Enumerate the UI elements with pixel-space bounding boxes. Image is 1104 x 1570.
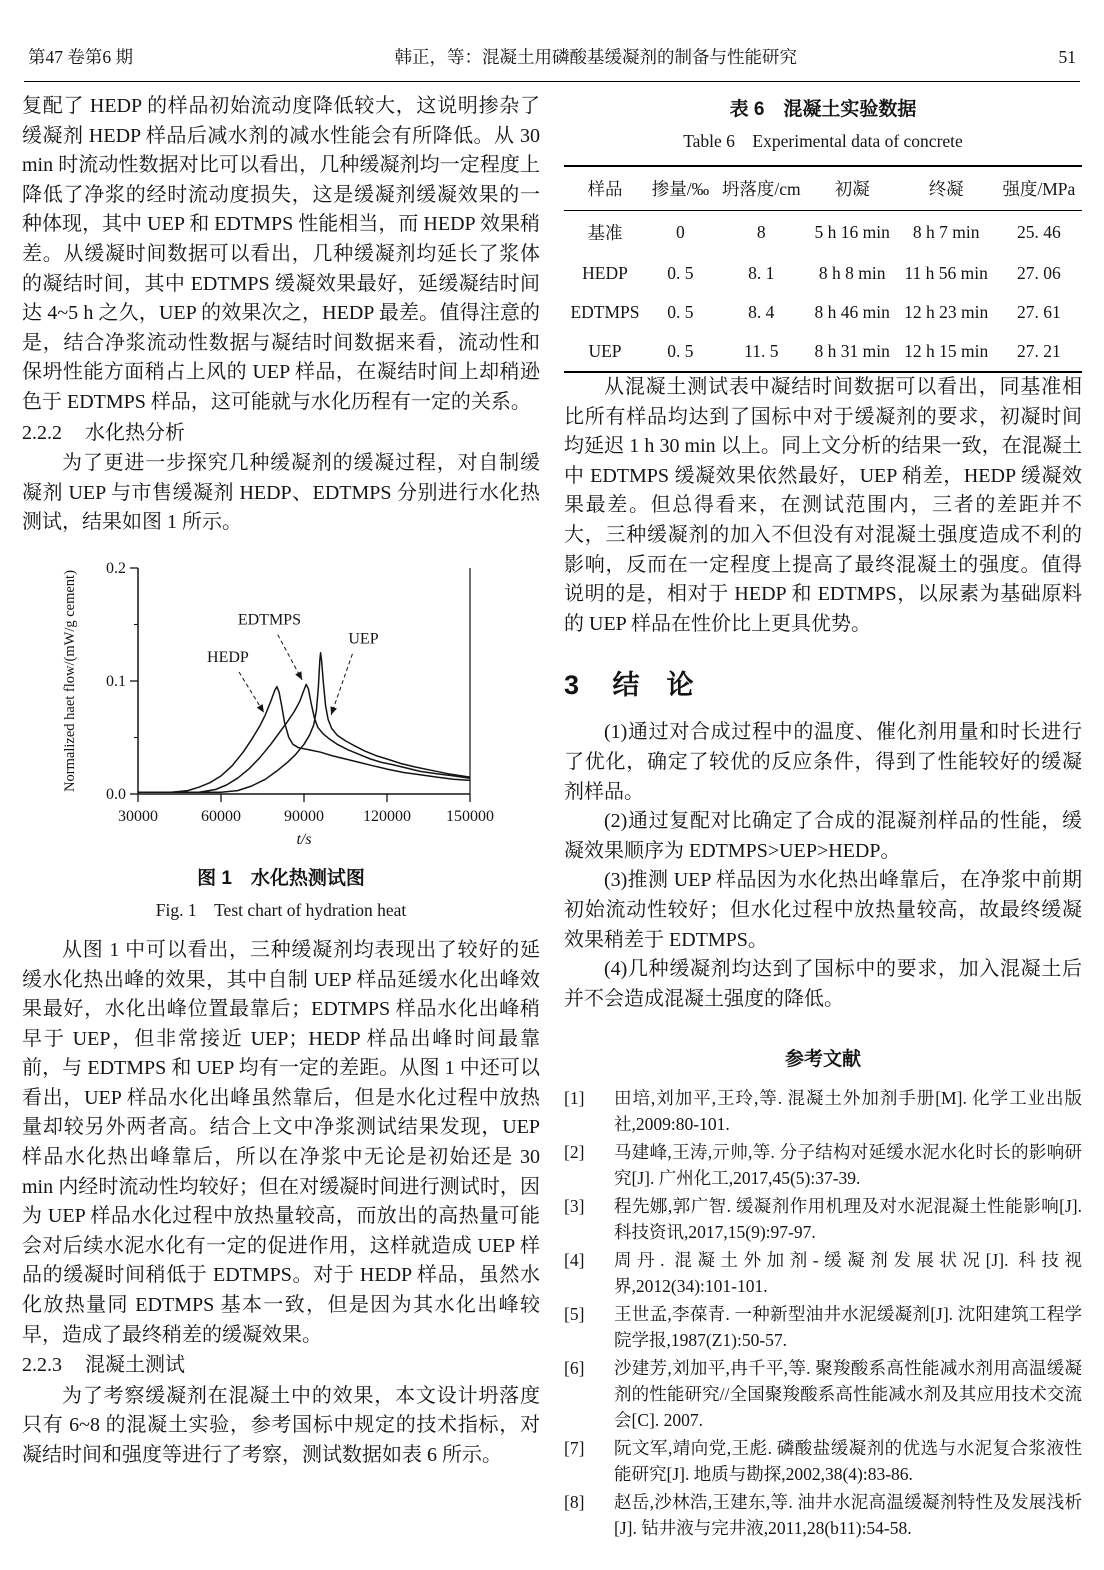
section-number: 2.2.3 (22, 1354, 62, 1377)
cell: 8 h 7 min (912, 222, 980, 242)
figure-1-caption (22, 863, 540, 922)
cell: 27. 06 (1016, 263, 1061, 283)
table-6 (564, 165, 1082, 373)
cell: 5 h 16 min (814, 222, 890, 242)
cell: 0. 5 (667, 341, 694, 361)
col-header: 初凝 (834, 179, 870, 199)
section-number: 2.2.2 (22, 421, 62, 444)
running-title: 韩正，等：混凝土用磷酸基缓凝剂的制备与性能研究 (394, 47, 797, 67)
journal-issue: 第47 卷第6 期 (28, 47, 133, 67)
cell: HEDP (582, 263, 628, 283)
reference-item (564, 1489, 1082, 1541)
svg-text:150000: 150000 (446, 807, 494, 825)
reference-item (564, 1355, 1082, 1433)
section-heading-2-2-2 (22, 419, 540, 449)
cell: 12 h 23 min (904, 302, 989, 322)
reference-item (564, 1085, 1082, 1137)
cell: 11 h 56 min (904, 263, 988, 283)
svg-text:UEP: UEP (348, 630, 379, 648)
svg-text:Normalized haet flow/(mW/g cem: Normalized haet flow/(mW/g cement) (62, 569, 78, 792)
cell: 27. 61 (1016, 302, 1061, 322)
figure-1 (22, 546, 540, 922)
section-title: 混凝土测试 (85, 1354, 185, 1377)
cell: EDTMPS (570, 302, 640, 322)
reference-text: 程先娜,郭广智. 缓凝剂作用机理及对水泥混凝土性能影响[J]. 科技资讯,2017,15(9):97-97. (614, 1196, 1082, 1243)
section-heading-2-2-3 (22, 1351, 540, 1381)
cell: 8 h 46 min (814, 302, 890, 322)
reference-text: 赵岳,沙林浩,王建东,等. 油井水泥高温缓凝剂特性及发展浅析[J]. 钻井液与完井液,2011,28(b11):54-58. (614, 1492, 1082, 1539)
col-header: 样品 (587, 179, 623, 199)
table-header-row (564, 166, 1082, 211)
cell: 12 h 15 min (904, 341, 989, 361)
conclusion-number: 3 (564, 670, 580, 701)
table-caption-zh: 表 6 混凝土实验数据 (729, 99, 917, 120)
left-column (22, 92, 540, 1543)
svg-text:EDTMPS: EDTMPS (237, 611, 301, 629)
conclusion-item-1: (1)通过对合成过程中的温度、催化剂用量和时长进行了优化，确定了较优的反应条件，得到了性能较好的缓凝剂样品。 (564, 721, 1082, 803)
hydration-heat-chart (58, 546, 504, 848)
figure-caption-zh: 图 1 水化热测试图 (197, 867, 365, 889)
cell: 8. 1 (748, 263, 775, 283)
cell: 8 h 31 min (814, 341, 890, 361)
cell: 8 (756, 222, 766, 242)
section-title: 水化热分析 (85, 421, 185, 444)
cell: 基准 (587, 223, 623, 243)
svg-text:0.1: 0.1 (106, 672, 126, 690)
cell: UEP (588, 341, 622, 361)
conclusion-item-4: (4)几种缓凝剂均达到了国标中的要求，加入混凝土后并不会造成混凝土强度的降低。 (564, 958, 1082, 1010)
reference-label: [4] (564, 1250, 585, 1271)
reference-item (564, 1435, 1082, 1487)
figure-caption-en: Fig. 1 Test chart of hydration heat (155, 899, 407, 920)
reference-list (564, 1085, 1082, 1541)
reference-item (564, 1193, 1082, 1245)
conclusion-title: 结 论 (612, 670, 694, 701)
conclusion-heading (564, 663, 1082, 702)
table-row (564, 293, 1082, 332)
reference-text: 马建峰,王涛,亓帅,等. 分子结构对延缓水泥水化时长的影响研究[J]. 广州化工,2017,45(5):37-39. (614, 1142, 1082, 1189)
svg-text:60000: 60000 (201, 807, 241, 825)
conclusion-item-2: (2)通过复配对比确定了合成的混凝剂样品的性能，缓凝效果顺序为 EDTMPS>UEP>HEDP。 (564, 810, 1082, 862)
conclusion-item-3: (3)推测 UEP 样品因为水化热出峰靠后，在净浆中前期初始流动性较好；但水化过程中放热量较高，故最终缓凝效果稍差于 EDTMPS。 (564, 869, 1082, 951)
svg-text:0.2: 0.2 (106, 559, 126, 577)
col-header: 坍落度/cm (721, 179, 801, 199)
reference-label: [1] (564, 1088, 585, 1109)
paragraph-table-discussion: 从混凝土测试表中凝结时间数据可以看出，同基准相比所有样品均达到了国标中对于缓凝剂的要求，初凝时间均延迟 1 h 30 min 以上。同上文分析的结果一致，在混凝土中 EDTMPS 缓凝效果依然最好，UEP 稍差，HEDP 缓凝效果最差。但总得看来，在测试范围内，三者的差距并不大，三种缓凝剂的加入不但没有对混凝土强度造成不利的影响，反而在一定程度上提高了最终混凝土的强度。值得说明的是，相对于 HEDP 和 EDTMPS，以尿素为基础原料的 UEP 样品在性价比上更具优势。 (564, 376, 1082, 635)
cell: 8 h 8 min (818, 263, 886, 283)
svg-text:120000: 120000 (363, 807, 411, 825)
paragraph-concrete-test-intro: 为了考察缓凝剂在混凝土中的效果，本文设计坍落度只有 6~8 的混凝土实验，参考国标中规定的技术指标，对凝结时间和强度等进行了考察，测试数据如表 6 所示。 (22, 1384, 540, 1466)
paragraph-hydration-intro: 为了更进一步探究几种缓凝剂的缓凝过程，对自制缓凝剂 UEP 与市售缓凝剂 HEDP、EDTMPS 分别进行水化热测试，结果如图 1 所示。 (22, 452, 540, 534)
table-row (564, 254, 1082, 293)
cell: 0. 5 (667, 263, 694, 283)
reference-label: [5] (564, 1304, 585, 1325)
two-column-body (0, 82, 1104, 1543)
reference-label: [3] (564, 1196, 585, 1217)
cell: 27. 21 (1016, 341, 1061, 361)
col-header: 终凝 (928, 179, 964, 199)
col-header: 强度/MPa (1002, 179, 1076, 199)
reference-text: 王世孟,李葆青. 一种新型油井水泥缓凝剂[J]. 沈阳建筑工程学院学报,1987(Z1):50-57. (614, 1304, 1082, 1351)
reference-text: 沙建芳,刘加平,冉千平,等. 聚羧酸系高性能减水剂用高温缓凝剂的性能研究//全国聚羧酸系高性能减水剂及其应用技术交流会[C]. 2007. (614, 1358, 1082, 1431)
cell: 11. 5 (744, 341, 779, 361)
reference-text: 周丹. 混凝土外加剂-缓凝剂发展状况[J]. 科技视界,2012(34):101-101. (614, 1250, 1082, 1297)
reference-label: [6] (564, 1358, 585, 1379)
svg-text:30000: 30000 (118, 807, 158, 825)
cell: 0. 5 (667, 302, 694, 322)
reference-item (564, 1301, 1082, 1353)
svg-text:HEDP: HEDP (207, 648, 249, 666)
page-header (24, 0, 1080, 82)
paragraph-flow-analysis: 复配了 HEDP 的样品初始流动度降低较大，这说明掺杂了缓凝剂 HEDP 样品后减水剂的减水性能会有所降低。从 30 min 时流动性数据对比可以看出，几种缓凝剂均一定程度上降低了净浆的经时流动度损失，这是缓凝剂缓凝效果的一种体现，其中 UEP 和 EDTMPS 性能相当，而 HEDP 效果稍差。从缓凝时间数据可以看出，几种缓凝剂均延长了浆体的凝结时间，其中 EDTMPS 缓凝效果最好，延缓凝结时间达 4~5 h 之久，UEP 的效果次之，HEDP 最差。值得注意的是，结合净浆流动性数据与凝结时间数据来看，流动性和保坍性能方面稍占上风的 UEP 样品，在凝结时间上却稍逊色于 EDTMPS 样品，这可能就与水化历程有一定的关系。 (22, 95, 540, 413)
col-header: 掺量/‰ (651, 179, 710, 199)
reference-item (564, 1139, 1082, 1191)
page-number: 51 (1058, 47, 1076, 67)
reference-text: 阮文军,靖向党,王彪. 磷酸盐缓凝剂的优选与水泥复合浆液性能研究[J]. 地质与勘探,2002,38(4):83-86. (614, 1438, 1082, 1485)
references-heading: 参考文献 (784, 1049, 861, 1071)
cell: 8. 4 (748, 302, 775, 322)
table-row (564, 211, 1082, 255)
right-column (564, 92, 1082, 1543)
paragraph-figure-discussion: 从图 1 中可以看出，三种缓凝剂均表现出了较好的延缓水化热出峰的效果，其中自制 UEP 样品延缓水化出峰效果最好，水化出峰位置最靠后；EDTMPS 样品水化出峰稍早于 UEP，但非常接近 UEP；HEDP 样品出峰时间最靠前，与 EDTMPS 和 UEP 均有一定的差距。从图 1 中还可以看出，UEP 样品水化出峰虽然靠后，但是水化过程中放热量却较另外两者高。结合上文中净浆测试结果发现，UEP 样品水化热出峰靠后，所以在净浆中无论是初始还是 30 min 内经时流动性均较好；但在对缓凝时间进行测试时，因为 UEP 样品水化过程中放热量较高，而放出的高热量可能会对后续水泥水化有一定的促进作用，这样就造成 UEP 样品的缓凝时间稍低于 EDTMPS。对于 HEDP 样品，虽然水化放热量同 EDTMPS 基本一致，但是因为其水化出峰较早，造成了最终稍差的缓凝效果。 (22, 938, 540, 1346)
reference-text: 田培,刘加平,王玲,等. 混凝土外加剂手册[M]. 化学工业出版社,2009:80-101. (614, 1088, 1082, 1135)
svg-text:0.0: 0.0 (106, 785, 126, 803)
table-caption-en: Table 6 Experimental data of concrete (683, 131, 963, 151)
svg-text:t/s: t/s (296, 830, 312, 848)
svg-text:90000: 90000 (284, 807, 324, 825)
reference-label: [2] (564, 1142, 585, 1163)
reference-label: [8] (564, 1492, 585, 1513)
reference-label: [7] (564, 1438, 585, 1459)
reference-item (564, 1247, 1082, 1299)
cell: 25. 46 (1016, 222, 1061, 242)
cell: 0 (676, 222, 685, 242)
table-row (564, 332, 1082, 372)
